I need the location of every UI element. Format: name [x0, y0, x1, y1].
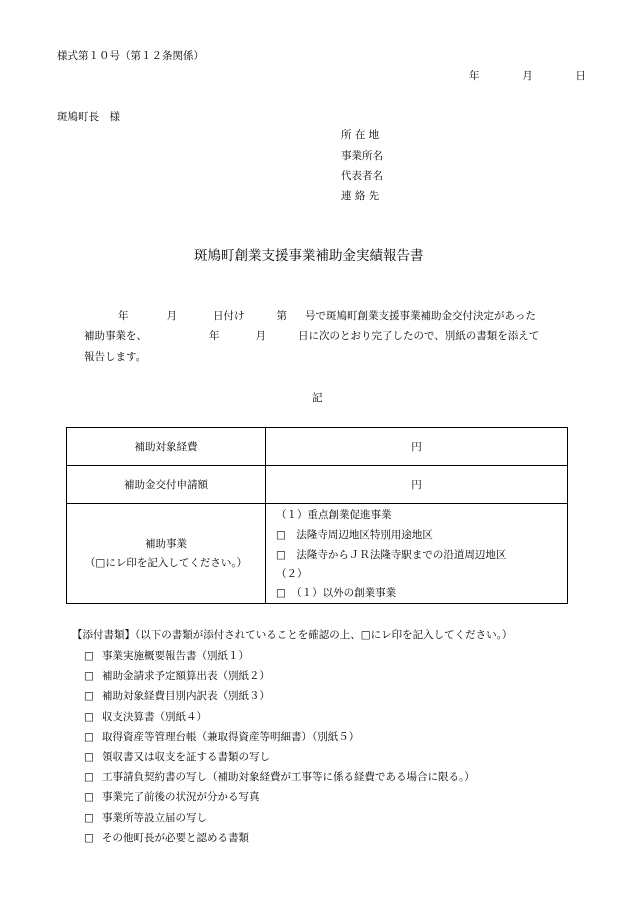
- attachments-header: 【添付書類】（以下の書類が添付されていることを確認の上、□にレ印を記入してください。）: [72, 629, 513, 641]
- list-item: [84, 833, 249, 844]
- attachment-label: 領収書又は収支を証する書類の写し: [102, 751, 270, 763]
- list-item: [84, 732, 359, 743]
- checkbox[interactable]: □: [84, 690, 94, 703]
- option-checkbox-area-1[interactable]: □ 法隆寺周辺地区特別用途地区: [276, 529, 433, 541]
- attachment-label: 補助対象経費目別内訳表（別紙３）: [102, 690, 270, 703]
- body-year-2: 年: [209, 330, 220, 342]
- project-type-options: [266, 504, 568, 604]
- office-name-label: 事業所名: [341, 150, 383, 162]
- list-item: [84, 792, 260, 803]
- body-line-1-rest: 号で斑鳩町創業支援事業補助金交付決定があった: [305, 310, 536, 322]
- contact-label: 連 絡 先: [341, 190, 380, 202]
- checkbox[interactable]: □: [84, 730, 94, 743]
- subsidy-table: [66, 427, 568, 604]
- body-month-1: 月: [166, 310, 177, 322]
- list-item: [84, 772, 475, 783]
- subsidy-expense-value: 円: [266, 428, 568, 466]
- date-year: 年: [469, 70, 480, 82]
- option-checkbox-area-2[interactable]: □ 法隆寺からＪＲ法隆寺駅までの沿道周辺地区: [276, 549, 507, 561]
- table-row: [67, 428, 568, 466]
- body-line-1: [118, 311, 536, 322]
- application-amount-value: 円: [266, 466, 568, 504]
- checkbox[interactable]: □: [84, 791, 94, 804]
- project-type-label-cell: [67, 504, 266, 604]
- body-line-2-b: 日に次のとおり完了したので、別紙の書類を添えて: [298, 330, 540, 342]
- attachment-label: その他町長が必要と認める書類: [102, 831, 249, 844]
- list-item: [84, 813, 207, 824]
- form-number: 様式第１０号（第１２条関係）: [57, 50, 204, 62]
- addressee: 斑鳩町長 様: [57, 111, 120, 123]
- table-row: [67, 504, 568, 604]
- attachment-label: 事業完了前後の状況が分かる写真: [102, 791, 260, 804]
- checkbox[interactable]: □: [84, 831, 94, 844]
- body-year-1: 年: [118, 310, 129, 322]
- body-month-2: 月: [255, 330, 266, 342]
- representative-label: 代表者名: [341, 170, 383, 182]
- subsidy-expense-label: 補助対象経費: [67, 428, 266, 466]
- project-type-instruction: （□にレ印を記入してください。）: [84, 557, 248, 569]
- option-checkbox-other[interactable]: □ （１）以外の創業事業: [276, 587, 397, 599]
- checkbox[interactable]: □: [84, 811, 94, 824]
- checkbox[interactable]: □: [84, 670, 94, 683]
- list-item: [84, 752, 270, 763]
- project-type-label: 補助事業: [145, 537, 187, 550]
- attachment-label: 補助金請求予定額算出表（別紙２）: [102, 670, 270, 683]
- checkbox[interactable]: □: [84, 710, 94, 723]
- application-amount-label: 補助金交付申請額: [67, 466, 266, 504]
- body-number-prefix: 第: [276, 310, 287, 322]
- attachment-label: 収支決算書（別紙４）: [102, 710, 207, 723]
- attachment-label: 事業実施概要報告書（別紙１）: [102, 650, 249, 662]
- body-line-2-a: 補助事業を、: [84, 330, 147, 342]
- checkbox[interactable]: □: [84, 751, 94, 763]
- submission-date: [469, 71, 586, 82]
- table-row: [67, 466, 568, 504]
- body-date-suffix: 日付け: [213, 310, 245, 322]
- list-item: [84, 691, 270, 702]
- body-line-2: [84, 331, 539, 342]
- attachment-label: 取得資産等管理台帳（兼取得資産等明細書）（別紙５）: [102, 730, 360, 743]
- attachment-label: 工事請負契約書の写し（補助対象経費が工事等に係る経費である場合に限る。）: [102, 771, 475, 784]
- list-item: [84, 651, 249, 662]
- attachment-label: 事業所等設立届の写し: [102, 811, 207, 824]
- date-month: 月: [522, 70, 533, 82]
- list-item: [84, 712, 207, 723]
- option-heading-1: （１）重点創業促進事業: [276, 509, 392, 521]
- address-label: 所 在 地: [341, 129, 380, 141]
- checkbox[interactable]: □: [84, 650, 94, 662]
- ki-mark: 記: [312, 392, 323, 404]
- date-day: 日: [575, 70, 586, 82]
- list-item: [84, 671, 270, 682]
- body-line-3: 報告します。: [84, 351, 147, 363]
- checkbox[interactable]: □: [84, 771, 94, 784]
- option-heading-2: （２）: [276, 568, 308, 580]
- page-title: 斑鳩町創業支援事業補助金実績報告書: [194, 248, 424, 264]
